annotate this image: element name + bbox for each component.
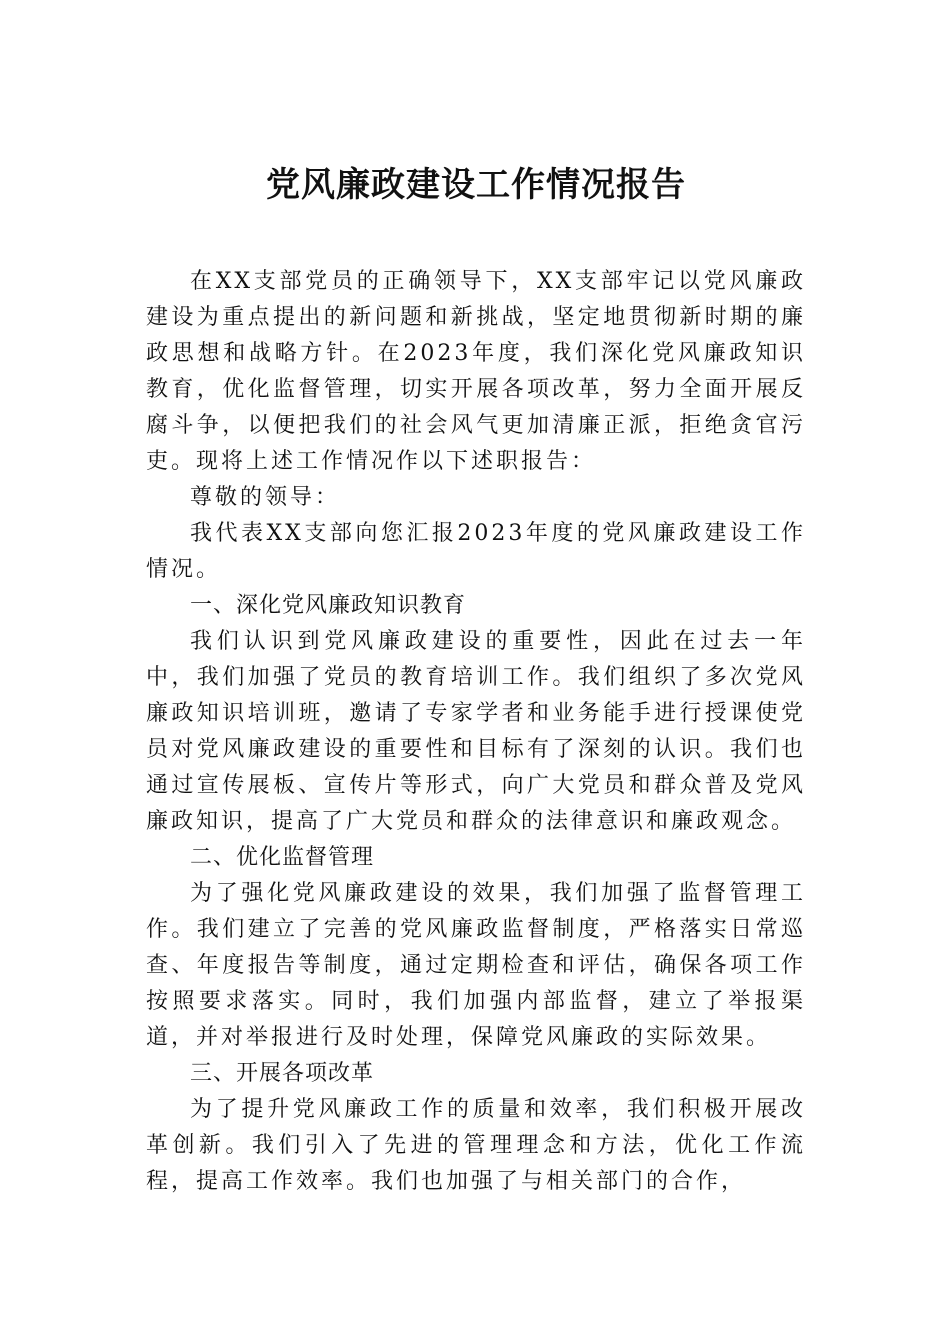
section-heading-1: 一、深化党风廉政知识教育 <box>190 593 467 618</box>
section-body-2: 为了强化党风廉政建设的效果，我们加强了监督管理工作。我们建立了完善的党风廉政监督制度，严格落实日常巡查、年度报告等制度，通过定期检查和评估，确保各项工作按照要求落实。同时，我们加强内部监督，建立了举报渠道，并对举报进行及时处理，保障党风廉政的实际效果。 <box>146 881 806 1050</box>
greeting-line: 尊敬的领导： <box>190 485 341 510</box>
statement-paragraph: 我代表XX支部向您汇报2023年度的党风廉政建设工作情况。 <box>146 521 806 582</box>
intro-paragraph: 在XX支部党员的正确领导下，XX支部牢记以党风廉政建设为重点提出的新问题和新挑战，坚定地贯彻新时期的廉政思想和战略方针。在2023年度，我们深化党风廉政知识教育，优化监督管理，切实开展各项改革，努力全面开展反腐斗争，以便把我们的社会风气更加清廉正派，拒绝贪官污吏。现将上述工作情况作以下述职报告： <box>146 269 806 474</box>
section-body-3: 为了提升党风廉政工作的质量和效率，我们积极开展改革创新。我们引入了先进的管理理念和方法，优化工作流程，提高工作效率。我们也加强了与相关部门的合作， <box>146 1097 806 1194</box>
section-heading-3: 三、开展各项改革 <box>190 1061 375 1086</box>
section-heading-2: 二、优化监督管理 <box>190 845 375 870</box>
section-body-1: 我们认识到党风廉政建设的重要性，因此在过去一年中，我们加强了党员的教育培训工作。我们组织了多次党风廉政知识培训班，邀请了专家学者和业务能手进行授课使党员对党风廉政建设的重要性和目标有了深刻的认识。我们也通过宣传展板、宣传片等形式，向广大党员和群众普及党风廉政知识，提高了广大党员和群众的法律意识和廉政观念。 <box>146 629 806 834</box>
document-title: 党风廉政建设工作情况报告 <box>266 165 686 205</box>
document-content <box>146 160 806 1200</box>
